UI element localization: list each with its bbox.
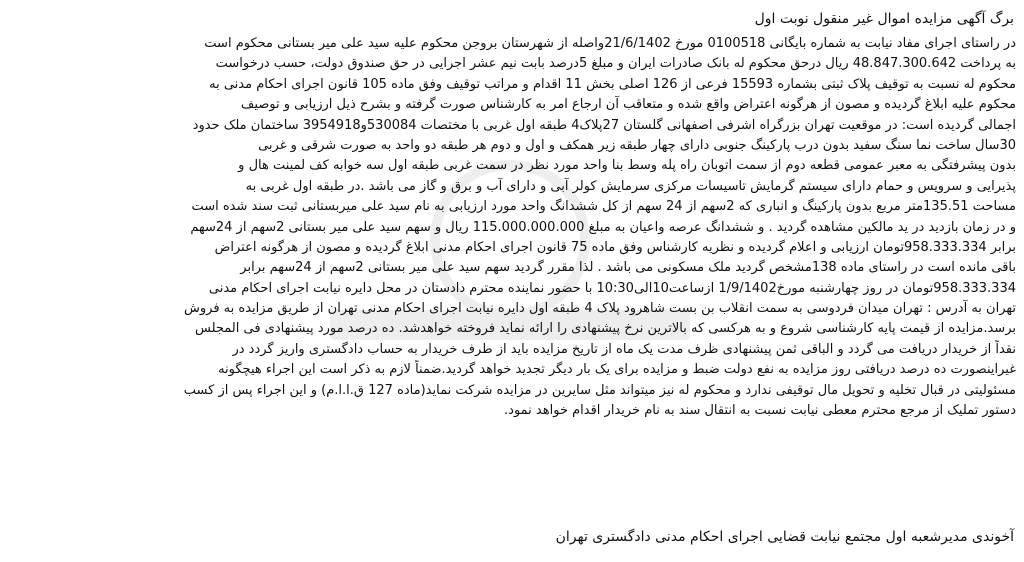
body-line: باقی مانده است در راستای ماده 138مشخص گردید ملک مسکونی می باشد . لذا مقرر گردید سهم سید علی میر بستانی 2سهم از 24سهم برابر (240, 260, 1016, 276)
body-line: تهران به آدرس : تهران میدان فردوسی به سمت انقلاب بن بست شاهرود پلاک 4 طبقه اول دایره نیابت اجرای احکام مدنی تهران از طریق مزایده به فروش (184, 301, 1016, 317)
body-line: نقداً از خریدار دریافت می گردد و الباقی ثمن پیشنهادی ظرف مدت یک ماه از تاریخ مزایده باید از طرف خریدار به حساب دادگستری واریز گردد در (232, 341, 1016, 357)
body-line: محکوم له نسبت به توقیف پلاک ثبتی بشماره 15593 فرعی از 126 اصلی بخش 11 اقدام و مراتب توقیف وفق ماده 105 قانون اجرای احکام مدنی به (209, 76, 1016, 92)
body-line: 30سال ساخت نما سنگ سفید بدون درب پارکینگ جنوبی دارای چهار طبقه زیر همکف و اول و دوم هر طبقه دو واحد به صورت شرقی و غربی (258, 137, 1016, 153)
notice-body (8, 34, 1016, 421)
body-line: مسئولیتی در قبال تخلیه و تحویل مال توقیفی ندارد و محکوم له نیز میتواند مثل سایرین در مزایده شرکت نماید(ماده 127 ق.ا.ا.م) و این اجراء پس از کسب (183, 382, 1016, 398)
body-line: در راستای اجرای مفاد نیابت به شماره بایگانی 0100518 مورخ 21/6/1402واصله از شهرستان بروجن محکوم علیه سید علی میر بستانی محکوم است (204, 36, 1016, 51)
body-line: برسد.مزایده از قیمت پایه کارشناسی شروع و به هرکسی که بالاترین نرخ پیشنهادی را ارائه نماید فروخته خواهدشد. ده درصد مورد پیشنهادی فی المجلس (195, 321, 1016, 337)
body-line: غیراینصورت ده درصد دریافتی روز مزایده به نفع دولت ضبط و مزایده برای یک بار دیگر تجدید خواهد گردید.ضمناً لازم به ذکر است این اجراء هیچگونه (218, 362, 1016, 378)
body-line: دستور تملیک از مرجع محترم معطی نیابت نسبت به انتقال سند به نام خریدار اقدام خواهد نمود. (504, 403, 1016, 419)
body-line: و در زمان بازدید در ید مالکین مشاهده گردید . و ششدانگ عرصه واعیان به مبلغ 115.000.000.000 ریال و سهم سید علی میر بستانی 2سهم از 24سهم (190, 219, 1016, 235)
body-line: به پرداخت 48.847.300.642 ریال درحق محکوم له بانک صادرات ایران و مبلغ 5درصد بابت نیم عشر اجرایی در حق صندوق دولت، حسب درخواست (215, 56, 1016, 72)
body-line: بدون پیشرفتگی به معبر عمومی قطعه دوم از سمت اتوبان راه پله وسط بنا واحد مورد نظر در سمت غربی طبقه اول سه خوابه کف لمینت هال و (238, 158, 1016, 174)
signature-line: آخوندی مدیرشعبه اول مجتمع نیابت قضایی اجرای احکام مدنی دادگستری تهران (555, 529, 1014, 545)
body-line: اجمالی گردیده است: در موقعیت تهران بزرگراه اشرفی اصفهانی گلستان 27پلاک4 طبقه اول غربی با مختصات 530084و3954918 ساختمان ملک حدود (192, 117, 1016, 133)
body-line: مساحت 135.51متر مربع بدون پارکینگ و انباری که 2سهم از 24 سهم از کل ششدانگ واحد مورد ارزیابی به نام سید علی میربستانی ثبت سند شده است (191, 199, 1016, 215)
body-line: محکوم علیه ابلاغ گردیده و مصون از هرگونه اعتراض واقع شده و متعاقب آن ارجاع امر به کارشناس صورت گرفته و بشرح ذیل ارزیابی و توصیف (240, 97, 1016, 113)
body-line: برابر 958.333.334تومان ارزیابی و اعلام گردیده و نظریه کارشناس وفق ماده 75 قانون اجرای احکام مدنی ابلاغ گردیده و مصون از هرگونه اعتراض (214, 239, 1016, 255)
body-line: 958.333.334تومان در روز چهارشنبه مورخ1/9/1402 ازساعت10الی10:30 با حضور نماینده محترم دادستان در محل دایره نیابت اجرای احکام مدنی (208, 280, 1016, 296)
body-line: پذیرایی و سرویس و حمام دارای سیستم گرمایش تاسیسات مرکزی سرمایش کولر آبی و دارای آب و برق و گاز می باشد .در طبقه اول غربی به (245, 178, 1016, 194)
notice-title: برگ آگهی مزایده اموال غیر منقول نوبت اول (754, 11, 1014, 27)
